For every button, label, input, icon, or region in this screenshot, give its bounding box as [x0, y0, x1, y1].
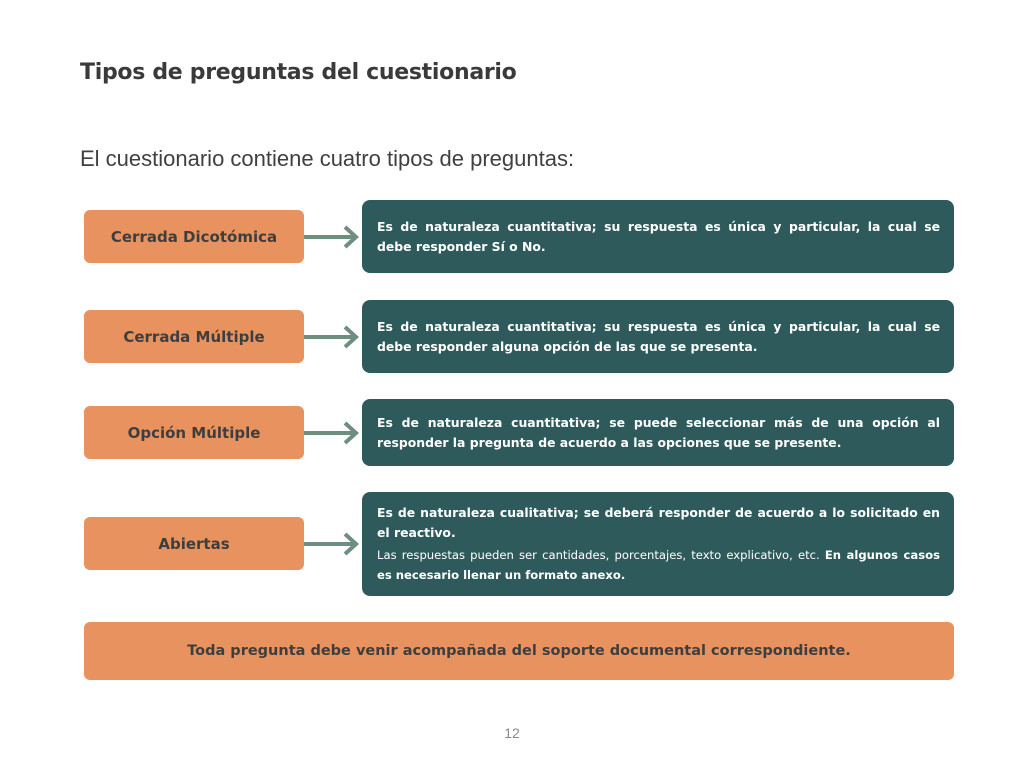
slide-subtitle: El cuestionario contiene cuatro tipos de preguntas:	[80, 146, 575, 171]
desc-emphasis: En algunos casos es necesario llenar un formato anexo.	[377, 548, 940, 582]
footer-note-box	[84, 622, 954, 680]
desc-paragraph	[377, 217, 940, 257]
desc-paragraph	[377, 317, 940, 357]
desc-emphasis: responder alguna opción de las que se presenta	[415, 338, 753, 354]
label-text: Cerrada Múltiple	[123, 327, 265, 346]
desc-text: Las respuestas pueden ser cantidades, porcentajes, texto explicativo, etc.	[377, 548, 825, 562]
arrow-right-icon	[304, 420, 362, 446]
label-cerrada-multiple	[84, 310, 304, 363]
desc-text: Es de naturaleza cuantitativa; su respuesta es única y particular, la cual se debe	[377, 318, 940, 354]
desc-text: Es de naturaleza cuantitativa; su respuesta es única y particular, la cual se debe	[377, 218, 940, 254]
desc-opcion-multiple	[362, 399, 954, 466]
desc-abiertas	[362, 492, 954, 596]
slide-title: Tipos de preguntas del cuestionario	[80, 60, 517, 85]
desc-paragraph-secondary	[377, 545, 940, 585]
desc-paragraph: Es de naturaleza cuantitativa; se puede seleccionar más de una opción al responder la pregunta de acuerdo a las opciones que se presente.	[377, 414, 940, 450]
desc-cerrada-dicotomica	[362, 200, 954, 273]
page-number: 12	[504, 725, 520, 741]
label-text: Opción Múltiple	[127, 423, 261, 442]
arrow-right-icon	[304, 531, 362, 557]
label-text: Abiertas	[158, 534, 230, 553]
desc-cerrada-multiple	[362, 300, 954, 373]
label-opcion-multiple	[84, 406, 304, 459]
label-abiertas	[84, 517, 304, 570]
desc-end: .	[540, 238, 546, 254]
footer-note: Toda pregunta debe venir acompañada del soporte documental correspondiente.	[187, 643, 851, 659]
desc-end: .	[752, 338, 758, 354]
label-text: Cerrada Dicotómica	[110, 227, 278, 246]
desc-paragraph: Es de naturaleza cualitativa; se deberá responder de acuerdo a lo solicitado en el reactivo.	[377, 505, 940, 540]
label-cerrada-dicotomica	[84, 210, 304, 263]
arrow-right-icon	[304, 224, 362, 250]
desc-emphasis: responder Sí o No	[415, 238, 541, 254]
arrow-right-icon	[304, 324, 362, 350]
